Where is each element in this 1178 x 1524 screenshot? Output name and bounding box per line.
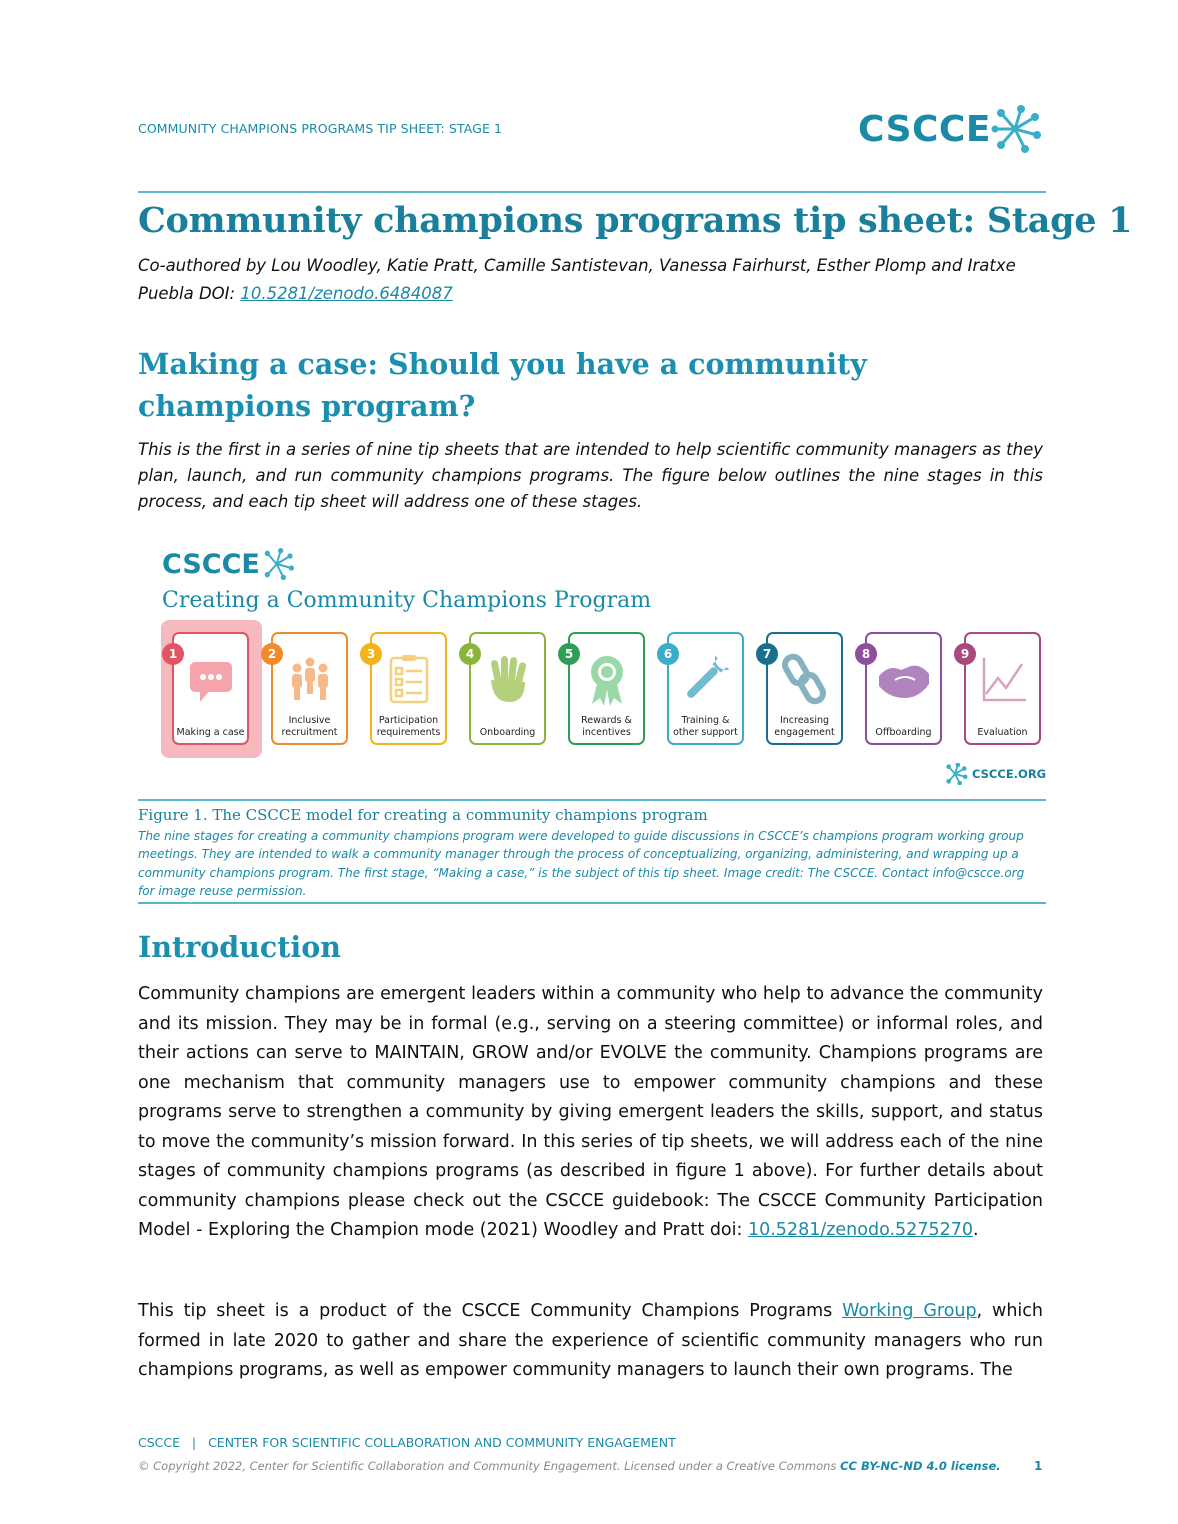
guidebook-doi-link[interactable]: 10.5281/zenodo.5275270	[747, 1220, 973, 1240]
footer-copyright	[138, 1459, 1043, 1473]
wrench-icon	[677, 650, 735, 708]
authors-text: Co-authored by Lou Woodley, Katie Pratt, Camille Santistevan, Vanessa Fairhurst, Esther Plomp and Iratxe Puebla DOI:	[138, 256, 1016, 303]
hand-icon	[479, 650, 537, 708]
license-link[interactable]: CC BY-NC-ND 4.0 license.	[840, 1459, 1001, 1473]
logo-text: CSCCE	[858, 108, 991, 150]
stage-label: Onboarding	[479, 727, 536, 738]
site-badge	[944, 763, 1046, 785]
handshake-icon	[875, 650, 933, 708]
network-icon	[260, 548, 296, 580]
network-icon	[944, 763, 968, 785]
stage-number: 5	[558, 643, 580, 665]
stage-number: 4	[459, 643, 481, 665]
figure-title: Creating a Community Champions Program	[162, 588, 652, 613]
caption-text: The nine stages for creating a community champions program were developed to guide discussions in CSCCE’s champions program working group meetings. They are intended to walk a community manager through the process of conceptualizing, organizing, administering, and wrapping up a community champions program. The first stage, “Making a case,” is the subject of this tip sheet. Image credit: The CSCCE. Contact	[138, 829, 1024, 880]
stage-card	[469, 632, 546, 745]
stage-label: Evaluation	[977, 727, 1028, 738]
stage-card	[172, 632, 249, 745]
stage-card	[667, 632, 744, 745]
copyright-text: © Copyright 2022, Center for Scientific Collaboration and Community Engagement. Licensed under a Creative Commons	[138, 1459, 841, 1473]
network-icon	[991, 105, 1043, 153]
header-label: COMMUNITY CHAMPIONS PROGRAMS TIP SHEET: STAGE 1	[138, 121, 503, 136]
stage-label: Inclusive recruitment	[281, 715, 338, 738]
paragraph-end: , which formed in late 2020 to gather and share the experience of scientific community managers who run champions programs, as well as empower community managers to launch their own programs. The	[138, 1301, 1044, 1380]
stage-number: 2	[261, 643, 283, 665]
stage-label: Rewards & incentives	[581, 715, 632, 738]
stage-label: Increasing engagement	[774, 715, 835, 738]
stage-label: Making a case	[176, 727, 245, 738]
line-graph-icon	[974, 650, 1032, 708]
stage-number: 3	[360, 643, 382, 665]
paragraph-text: This tip sheet is a product of the CSCCE Community Champions Programs	[138, 1301, 843, 1321]
stage-number: 8	[855, 643, 877, 665]
site-text: CSCCE.ORG	[972, 767, 1047, 781]
introduction-heading: Introduction	[138, 930, 341, 964]
stage-number: 1	[162, 643, 184, 665]
page-title: Community champions programs tip sheet: Stage 1	[138, 200, 1133, 241]
checklist-icon	[380, 650, 438, 708]
cscce-logo	[858, 104, 1043, 154]
working-group-link[interactable]: Working Group	[842, 1301, 977, 1321]
stage-number: 9	[954, 643, 976, 665]
introduction-paragraph-2	[138, 1297, 1043, 1386]
section-heading: Making a case: Should you have a community champions program?	[138, 347, 867, 423]
caption-rule-bottom	[138, 902, 1046, 904]
stage-card	[370, 632, 447, 745]
figure-logo	[162, 548, 296, 580]
stage-card	[568, 632, 645, 745]
stage-number: 6	[657, 643, 679, 665]
speech-bubble-icon	[182, 650, 240, 708]
authors-line	[138, 252, 1038, 308]
paragraph-text: Community champions are emergent leaders within a community who help to advance the community and its mission. They may be in formal (e.g., serving on a steering committee) or informal roles, and their actions can serve to MAINTAIN, GROW and/or EVOLVE the community. Champions programs are one mechanism that community managers use to empower community champions and these programs serve to strengthen a community by giving emergent leaders the skills, support, and status to move the community’s mission forward. In this series of tip sheets, we will address each of the nine stages of community champions programs (as described in figure 1 above). For further details about community champions please check out the CSCCE guidebook: The CSCCE Community Participation Model - Exploring the Champion mode (2021) Woodley and Pratt doi:	[138, 984, 1043, 1240]
stage-label: Participation requirements	[376, 715, 441, 738]
stage-card	[271, 632, 348, 745]
paragraph-end: .	[973, 1220, 979, 1240]
header-rule	[138, 191, 1046, 193]
page-number: 1	[1034, 1459, 1043, 1473]
caption-end: for image reuse permission.	[138, 884, 307, 899]
figure-caption-title: Figure 1. The CSCCE model for creating a community champions program	[138, 806, 708, 824]
footer-org: CSCCE | CENTER FOR SCIENTIFIC COLLABORATION AND COMMUNITY ENGAGEMENT	[138, 1435, 676, 1450]
figure-logo-text: CSCCE	[162, 548, 260, 580]
introduction-paragraph-1	[138, 980, 1043, 1246]
people-icon	[281, 650, 339, 708]
figure-caption	[138, 827, 1043, 901]
stage-label: Offboarding	[875, 727, 932, 738]
stage-label: Training & other support	[673, 715, 738, 738]
ribbon-icon	[578, 650, 636, 708]
caption-rule-top	[138, 799, 1046, 801]
stage-card	[865, 632, 942, 745]
email-link[interactable]: info@cscce.org	[932, 865, 1025, 880]
stage-card	[964, 632, 1041, 745]
chain-link-icon	[776, 650, 834, 708]
doi-link[interactable]: 10.5281/zenodo.6484087	[240, 284, 453, 303]
stage-card	[766, 632, 843, 745]
intro-paragraph: This is the first in a series of nine tip sheets that are intended to help scientific community managers as they plan, launch, and run community champions programs. The figure below outlines the nine stages in this process, and each tip sheet will address one of these stages.	[138, 440, 1043, 511]
stage-number: 7	[756, 643, 778, 665]
